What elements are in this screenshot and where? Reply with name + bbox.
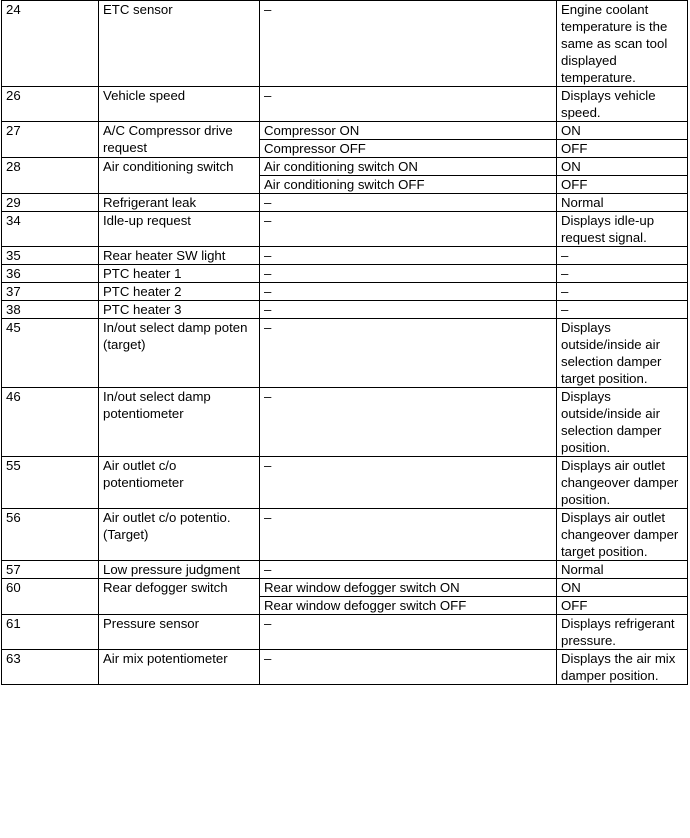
table-row xyxy=(2,1,688,87)
item-name-cell: Air outlet c/o potentio. (Target) xyxy=(99,509,260,561)
result-cell: ON xyxy=(557,122,688,140)
item-number-cell: 28 xyxy=(2,158,99,194)
condition-cell: – xyxy=(260,561,557,579)
result-cell: Displays refrigerant pressure. xyxy=(557,615,688,650)
item-name-cell: Air conditioning switch xyxy=(99,158,260,194)
result-cell: Normal xyxy=(557,194,688,212)
condition-cell: – xyxy=(260,509,557,561)
item-name-cell: Vehicle speed xyxy=(99,87,260,122)
item-name-cell: PTC heater 1 xyxy=(99,265,260,283)
result-cell: Displays vehicle speed. xyxy=(557,87,688,122)
item-number-cell: 35 xyxy=(2,247,99,265)
item-name-cell: In/out select damp poten (target) xyxy=(99,319,260,388)
result-cell: Displays air outlet changeover damper position. xyxy=(557,457,688,509)
table-row xyxy=(2,194,688,212)
condition-cell: – xyxy=(260,87,557,122)
item-name-cell: Refrigerant leak xyxy=(99,194,260,212)
table-body xyxy=(2,1,688,685)
table-row xyxy=(2,158,688,176)
result-cell: – xyxy=(557,283,688,301)
condition-cell: – xyxy=(260,319,557,388)
result-cell: Displays the air mix damper position. xyxy=(557,650,688,685)
result-cell: Displays air outlet changeover damper target position. xyxy=(557,509,688,561)
item-name-cell: A/C Compressor drive request xyxy=(99,122,260,158)
result-cell: Displays outside/inside air selection damper position. xyxy=(557,388,688,457)
item-name-cell: Rear heater SW light xyxy=(99,247,260,265)
result-cell: ON xyxy=(557,158,688,176)
table-row xyxy=(2,650,688,685)
table-row xyxy=(2,301,688,319)
item-number-cell: 24 xyxy=(2,1,99,87)
item-name-cell: ETC sensor xyxy=(99,1,260,87)
result-cell: Displays idle-up request signal. xyxy=(557,212,688,247)
condition-cell: – xyxy=(260,388,557,457)
condition-cell: Rear window defogger switch ON xyxy=(260,579,557,597)
result-cell: ON xyxy=(557,579,688,597)
item-number-cell: 34 xyxy=(2,212,99,247)
data-list-table xyxy=(1,0,688,685)
item-name-cell: Air mix potentiometer xyxy=(99,650,260,685)
condition-cell: – xyxy=(260,194,557,212)
item-number-cell: 46 xyxy=(2,388,99,457)
item-number-cell: 55 xyxy=(2,457,99,509)
result-cell: – xyxy=(557,265,688,283)
condition-cell: Compressor OFF xyxy=(260,140,557,158)
table-row xyxy=(2,122,688,140)
item-name-cell: Low pressure judgment xyxy=(99,561,260,579)
result-cell: – xyxy=(557,247,688,265)
condition-cell: – xyxy=(260,301,557,319)
result-cell: OFF xyxy=(557,597,688,615)
item-number-cell: 29 xyxy=(2,194,99,212)
result-cell: OFF xyxy=(557,176,688,194)
result-cell: Displays outside/inside air selection damper target position. xyxy=(557,319,688,388)
item-name-cell: Idle-up request xyxy=(99,212,260,247)
condition-cell: – xyxy=(260,1,557,87)
item-name-cell: Rear defogger switch xyxy=(99,579,260,615)
result-cell: – xyxy=(557,301,688,319)
result-cell: Normal xyxy=(557,561,688,579)
condition-cell: – xyxy=(260,457,557,509)
item-name-cell: PTC heater 3 xyxy=(99,301,260,319)
item-number-cell: 38 xyxy=(2,301,99,319)
item-name-cell: Pressure sensor xyxy=(99,615,260,650)
item-number-cell: 37 xyxy=(2,283,99,301)
condition-cell: Air conditioning switch OFF xyxy=(260,176,557,194)
item-number-cell: 26 xyxy=(2,87,99,122)
table-row xyxy=(2,283,688,301)
item-number-cell: 56 xyxy=(2,509,99,561)
table-row xyxy=(2,615,688,650)
condition-cell: Air conditioning switch ON xyxy=(260,158,557,176)
item-name-cell: PTC heater 2 xyxy=(99,283,260,301)
item-number-cell: 36 xyxy=(2,265,99,283)
condition-cell: – xyxy=(260,650,557,685)
condition-cell: – xyxy=(260,615,557,650)
condition-cell: – xyxy=(260,283,557,301)
table-row xyxy=(2,388,688,457)
condition-cell: – xyxy=(260,212,557,247)
result-cell: OFF xyxy=(557,140,688,158)
item-number-cell: 61 xyxy=(2,615,99,650)
item-number-cell: 57 xyxy=(2,561,99,579)
item-number-cell: 27 xyxy=(2,122,99,158)
table-row xyxy=(2,579,688,597)
table-row xyxy=(2,319,688,388)
item-number-cell: 60 xyxy=(2,579,99,615)
item-name-cell: Air outlet c/o potentiometer xyxy=(99,457,260,509)
table-row xyxy=(2,87,688,122)
item-number-cell: 45 xyxy=(2,319,99,388)
result-cell: Engine coolant temperature is the same as scan tool displayed temperature. xyxy=(557,1,688,87)
table-row xyxy=(2,265,688,283)
item-number-cell: 63 xyxy=(2,650,99,685)
condition-cell: Rear window defogger switch OFF xyxy=(260,597,557,615)
condition-cell: – xyxy=(260,247,557,265)
table-row xyxy=(2,212,688,247)
table-row xyxy=(2,509,688,561)
condition-cell: Compressor ON xyxy=(260,122,557,140)
item-name-cell: In/out select damp potentiometer xyxy=(99,388,260,457)
table-row xyxy=(2,561,688,579)
table-row xyxy=(2,457,688,509)
condition-cell: – xyxy=(260,265,557,283)
table-row xyxy=(2,247,688,265)
